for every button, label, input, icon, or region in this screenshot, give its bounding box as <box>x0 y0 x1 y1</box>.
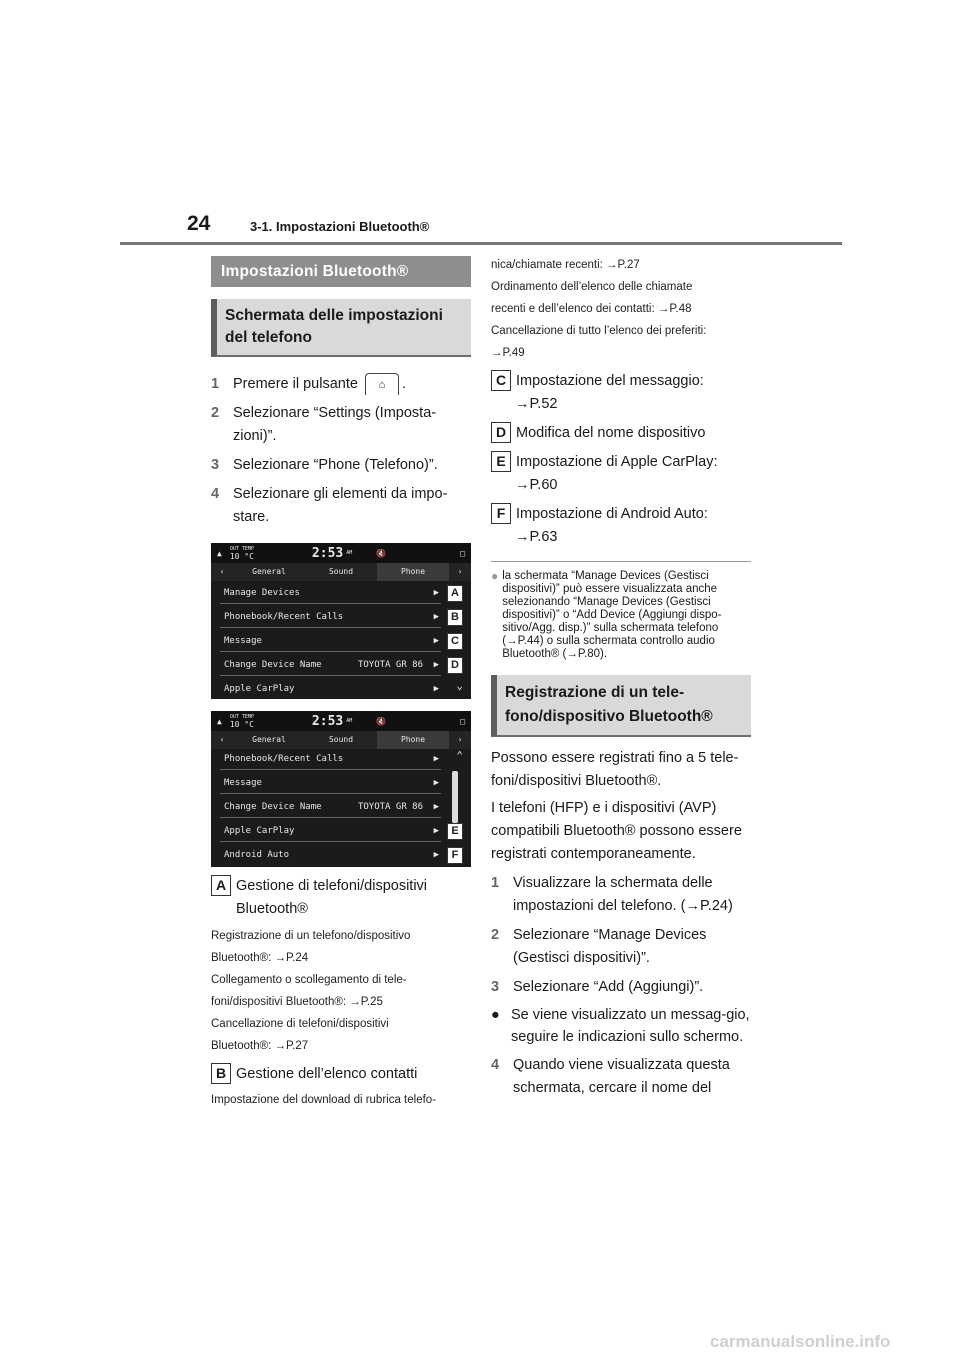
cont-line: →P.49 <box>491 347 525 359</box>
chevron-right-icon: ▶ <box>433 660 439 670</box>
back-icon[interactable]: ‹ <box>219 567 225 576</box>
row-apple-carplay[interactable]: Apple CarPlay ▶ <box>220 679 441 699</box>
forward-icon[interactable]: › <box>457 735 463 744</box>
row-change-device-name[interactable]: Change Device Name TOYOTA GR 86 ▶ <box>220 797 441 818</box>
row-change-device-name[interactable]: Change Device Name TOYOTA GR 86 ▶ <box>220 655 441 676</box>
reg-step-4: 4 Quando viene visualizzata questa schermata, cercare il nome del <box>491 1057 730 1096</box>
left-column <box>211 256 471 1111</box>
tab-phone[interactable]: Phone <box>377 731 449 749</box>
scroll-up-icon[interactable]: ⌃ <box>456 749 463 762</box>
section-registration: Registrazione di un tele-fono/dispositivo Bluetooth® <box>491 675 751 737</box>
mute-icon: 🔇 <box>376 548 387 558</box>
step-3: 3 Selezionare “Phone (Telefono)”. <box>211 457 438 473</box>
item-e-ref: →P.60 <box>515 477 558 493</box>
label-b: B <box>447 609 463 626</box>
settings-icon: □ <box>460 716 465 726</box>
row-phonebook[interactable]: Phonebook/Recent Calls ▶ <box>220 607 441 628</box>
header-rule <box>120 242 842 245</box>
item-e: E Impostazione di Apple CarPlay: <box>491 451 751 474</box>
label-e: E <box>447 823 463 840</box>
item-a-line: Registrazione di un telefono/dispositivo <box>211 930 411 942</box>
settings-icon: □ <box>460 548 465 558</box>
bullet-icon: ● <box>491 569 499 583</box>
label-a: A <box>211 875 231 896</box>
step-2: 2 Selezionare “Settings (Imposta-zioni)”. <box>211 405 437 444</box>
chevron-right-icon: ▶ <box>433 850 439 860</box>
chevron-right-icon: ▶ <box>433 612 439 622</box>
item-d: D Modifica del nome dispositivo <box>491 422 751 445</box>
step-4: 4 Selezionare gli elementi da impo-stare. <box>211 486 448 525</box>
item-a-line: Collegamento o scollegamento di tele- <box>211 974 407 986</box>
label-d: D <box>447 657 463 674</box>
bullet-icon: ● <box>491 1007 500 1023</box>
cont-line: nica/chiamate recenti: →P.27 <box>491 259 640 271</box>
tab-general[interactable]: General <box>252 567 286 576</box>
chevron-right-icon: ▶ <box>433 826 439 836</box>
row-message[interactable]: Message ▶ <box>220 631 441 652</box>
tab-bar <box>211 731 471 749</box>
item-a-line: Bluetooth®: →P.24 <box>211 952 309 964</box>
chevron-right-icon: ▶ <box>433 778 439 788</box>
paragraph: Possono essere registrati fino a 5 tele-foni/dispositivi Bluetooth®. <box>491 750 739 789</box>
tab-general[interactable]: General <box>252 735 286 744</box>
section-header: 3-1. Impostazioni Bluetooth® <box>250 219 430 234</box>
scroll-down-icon[interactable]: ⌄ <box>456 679 463 692</box>
label-c: C <box>491 370 511 391</box>
right-column <box>491 256 751 1100</box>
label-b: B <box>211 1063 231 1084</box>
phone-settings-screen-1 <box>211 543 471 699</box>
row-manage-devices[interactable]: Manage Devices ▶ <box>220 583 441 604</box>
label-a: A <box>447 585 463 602</box>
forward-icon[interactable]: › <box>457 567 463 576</box>
chevron-right-icon: ▶ <box>433 754 439 764</box>
tab-sound[interactable]: Sound <box>328 567 354 576</box>
label-d: D <box>491 422 511 443</box>
main-section-title: Impostazioni Bluetooth® <box>211 256 471 287</box>
home-icon: ⌂ <box>365 373 399 395</box>
label-f: F <box>447 847 463 864</box>
label-e: E <box>491 451 511 472</box>
status-bar: ▲ OUT TEMP 10 °C 2:53 AM 🔇 □ <box>211 543 471 563</box>
step-1: 1 Premere il pulsante ⌂ . <box>211 373 471 396</box>
mute-icon: 🔇 <box>376 716 387 726</box>
item-c: C Impostazione del messaggio: <box>491 370 751 393</box>
status-bar: ▲ OUT TEMP 10 °C 2:53 AM 🔇 □ <box>211 711 471 731</box>
item-a: A Gestione di telefoni/dispositivi Bluetooth® <box>211 875 471 921</box>
item-b-line: Impostazione del download di rubrica telefo- <box>211 1094 437 1106</box>
chevron-right-icon: ▶ <box>433 636 439 646</box>
phone-settings-screen-2 <box>211 711 471 867</box>
chevron-right-icon: ▶ <box>433 802 439 812</box>
chevron-right-icon: ▶ <box>433 588 439 598</box>
page-number: 24 <box>187 212 211 235</box>
divider <box>491 561 751 562</box>
cont-line: Cancellazione di tutto l’elenco dei preferiti: <box>491 325 707 337</box>
label-f: F <box>491 503 511 524</box>
bullet-item: ● Se viene visualizzato un messag-gio, seguire le indicazioni sullo schermo. <box>491 1004 751 1048</box>
tab-phone[interactable]: Phone <box>377 563 449 581</box>
back-icon[interactable]: ‹ <box>219 735 225 744</box>
item-f: F Impostazione di Android Auto: <box>491 503 751 526</box>
row-apple-carplay[interactable]: Apple CarPlay ▶ <box>220 821 441 842</box>
sub-section-title: Schermata delle impostazioni del telefono <box>211 299 471 357</box>
tab-sound[interactable]: Sound <box>328 735 354 744</box>
cont-line: Ordinamento dell’elenco delle chiamate <box>491 281 693 293</box>
cont-line: recenti e dell’elenco dei contatti: →P.48 <box>491 303 692 315</box>
tab-bar <box>211 563 471 581</box>
reg-step-2: 2 Selezionare “Manage Devices (Gestisci dispositivi)”. <box>491 927 707 966</box>
item-b: B Gestione dell’elenco contatti <box>211 1063 471 1086</box>
row-android-auto[interactable]: Android Auto ▶ <box>220 845 441 866</box>
reg-step-1: 1 Visualizzare la schermata delle impostazioni del telefono. (→P.24) <box>491 875 733 914</box>
car-icon: ▲ <box>217 548 222 558</box>
item-c-ref: →P.52 <box>515 396 558 412</box>
item-a-line: Bluetooth®: →P.27 <box>211 1040 309 1052</box>
item-a-line: foni/dispositivi Bluetooth®: →P.25 <box>211 996 383 1008</box>
scrollbar[interactable] <box>452 771 458 823</box>
label-c: C <box>447 633 463 650</box>
watermark: carmanualsonline.info <box>710 1332 891 1351</box>
paragraph: I telefoni (HFP) e i dispositivi (AVP) compatibili Bluetooth® possono essere registrati contemporaneamente. <box>491 800 742 862</box>
chevron-right-icon: ▶ <box>433 684 439 694</box>
car-icon: ▲ <box>217 716 222 726</box>
row-message[interactable]: Message ▶ <box>220 773 441 794</box>
item-a-line: Cancellazione di telefoni/dispositivi <box>211 1018 389 1030</box>
note: ● la schermata “Manage Devices (Gestisci dispositivi)” può essere visualizzata anche selezionando “Manage Devices (Gestisci dispositivi)” o “Add Device (Aggiungi dispo-sitivo/Agg. disp.)” sulla schermata telefono (→P.44) o sulla schermata controllo audio Bluetooth® (→P.80). <box>491 569 722 660</box>
reg-step-3: 3 Selezionare “Add (Aggiungi)”. <box>491 979 704 995</box>
row-phonebook[interactable]: Phonebook/Recent Calls ▶ <box>220 749 441 770</box>
item-f-ref: →P.63 <box>515 529 558 545</box>
